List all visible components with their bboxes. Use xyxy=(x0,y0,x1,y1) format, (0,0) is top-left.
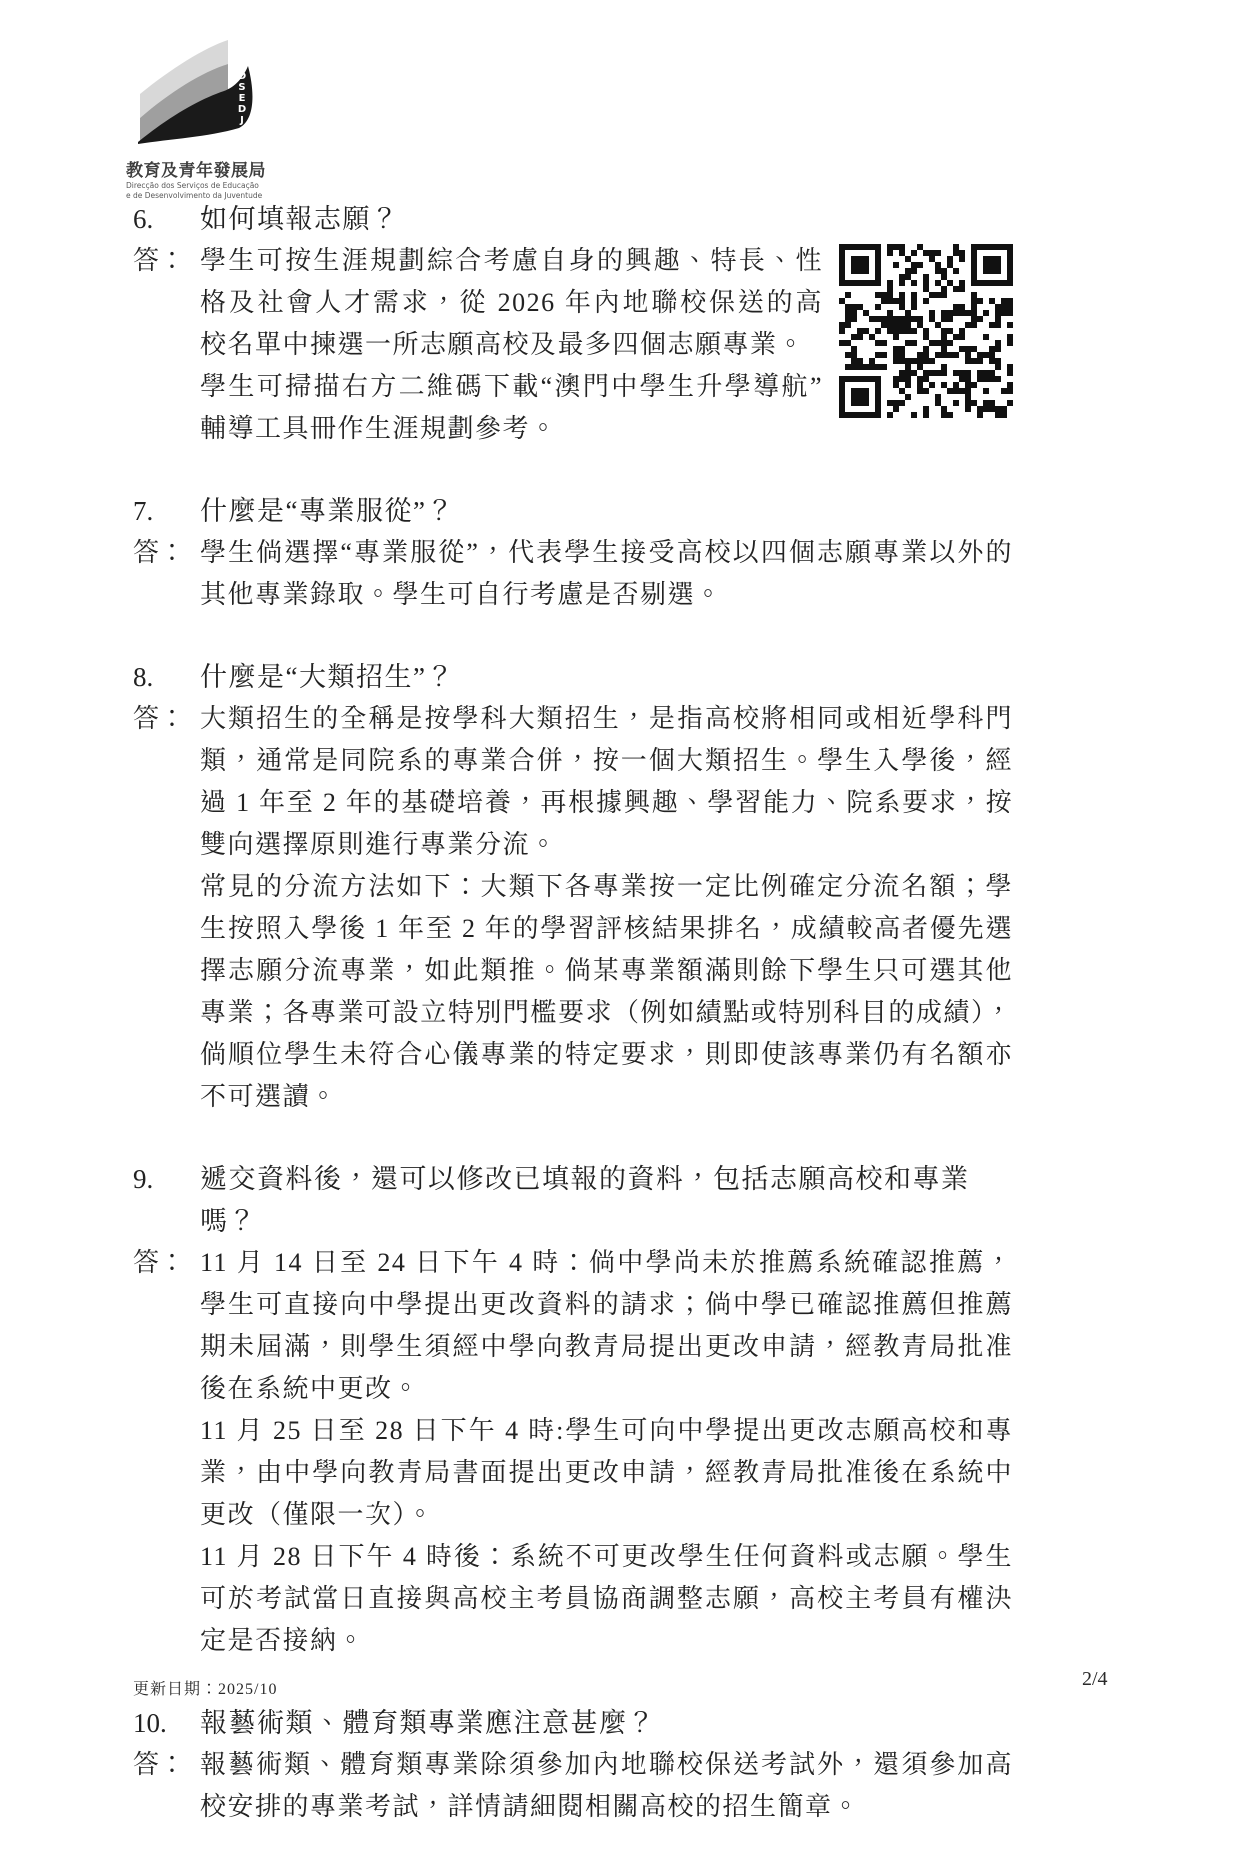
logo-name-zh: 教育及青年發展局 xyxy=(126,161,266,181)
answer-row xyxy=(133,698,1013,1118)
answer-body xyxy=(200,240,1013,450)
logo-name-pt-line1: Direcção dos Serviços de Educação xyxy=(126,181,259,190)
answer-label: 答： xyxy=(133,1750,186,1779)
qr-code xyxy=(839,244,1013,418)
question-text: 什麼是“專業服從”？ xyxy=(200,496,455,526)
logo-acronym-text: D S E D J xyxy=(237,71,247,126)
faq-item-10 xyxy=(133,1702,1013,1828)
answer-body xyxy=(200,532,1013,616)
dsedj-logo xyxy=(126,36,286,201)
question-text: 如何填報志願？ xyxy=(200,204,400,234)
question-number: 9. xyxy=(133,1164,154,1194)
answer-label: 答： xyxy=(133,704,186,733)
footer-update-date: 更新日期：2025/10 xyxy=(133,1681,278,1698)
answer-paragraph: 11 月 25 日至 28 日下午 4 時:學生可向中學提出更改志願高校和專業，由中學向教青局書面提出更改申請，經教青局批准後在系統中更改（僅限一次）。 xyxy=(200,1416,1013,1529)
answer-label: 答： xyxy=(133,1248,186,1277)
answer-paragraph: 學生可掃描右方二維碼下載“澳門中學生升學導航”輔導工具冊作生涯規劃參考。 xyxy=(200,372,823,443)
answer-paragraph: 11 月 28 日下午 4 時後：系統不可更改學生任何資料或志願。學生可於考試當日直接與高校主考員協商調整志願，高校主考員有權決定是否接納。 xyxy=(200,1542,1013,1655)
answer-row xyxy=(133,1744,1013,1828)
dsedj-logo-mark xyxy=(126,36,258,148)
answer-body xyxy=(200,698,1013,1118)
answer-row xyxy=(133,240,1013,450)
question-number: 7. xyxy=(133,496,154,526)
answer-body xyxy=(200,1744,1013,1828)
answer-label: 答： xyxy=(133,538,186,567)
answer-paragraph: 11 月 14 日至 24 日下午 4 時：倘中學尚未於推薦系統確認推薦，學生可直接向中學提出更改資料的請求；倘中學已確認推薦但推薦期未屆滿，則學生須經中學向教青局提出更改申請，經教青局批准後在系統中更改。 xyxy=(200,1248,1013,1403)
answer-paragraph: 學生可按生涯規劃綜合考慮自身的興趣、特長、性格及社會人才需求，從 2026 年內地聯校保送的高校名單中揀選一所志願高校及最多四個志願專業。 xyxy=(200,246,823,359)
faq-item-6 xyxy=(133,198,1013,450)
question-number: 10. xyxy=(133,1708,167,1738)
question-text: 遞交資料後，還可以修改已填報的資料，包括志願高校和專業嗎？ xyxy=(200,1164,970,1236)
answer-row xyxy=(133,1242,1013,1662)
answer-paragraph: 常見的分流方法如下：大類下各專業按一定比例確定分流名額；學生按照入學後 1 年至 2 年的學習評核結果排名，成績較高者優先選擇志願分流專業，如此類推。倘某專業額滿則餘下學生只可選其他專業；各專業可設立特別門檻要求（例如績點或特別科目的成績），倘順位學生未符合心儀專業的特定要求，則即使該專業仍有名額亦不可選讀。 xyxy=(200,872,1013,1111)
faq-item-8 xyxy=(133,656,1013,1118)
question-text: 什麼是“大類招生”？ xyxy=(200,662,455,692)
qr-code-image xyxy=(839,244,1013,418)
faq-item-9 xyxy=(133,1158,1013,1662)
question-row xyxy=(133,1702,1013,1744)
answer-row xyxy=(133,532,1013,616)
faq-content xyxy=(133,198,1013,1868)
answer-label: 答： xyxy=(133,246,186,275)
qr-modules xyxy=(839,244,1013,418)
logo-name-pt-line2: e de Desenvolvimento da Juventude xyxy=(126,190,263,200)
answer-body xyxy=(200,1242,1013,1662)
answer-paragraph: 大類招生的全稱是按學科大類招生，是指高校將相同或相近學科門類，通常是同院系的專業合併，按一個大類招生。學生入學後，經過 1 年至 2 年的基礎培養，再根據興趣、學習能力、院系要求，按雙向選擇原則進行專業分流。 xyxy=(200,704,1013,859)
question-number: 8. xyxy=(133,662,154,692)
question-row xyxy=(133,1158,1013,1242)
answer-paragraph: 學生倘選擇“專業服從”，代表學生接受高校以四個志願專業以外的其他專業錄取。學生可自行考慮是否剔選。 xyxy=(200,538,1013,609)
question-text: 報藝術類、體育類專業應注意甚麼？ xyxy=(200,1708,656,1738)
question-row xyxy=(133,490,1013,532)
faq-item-7 xyxy=(133,490,1013,616)
answer-paragraph: 報藝術類、體育類專業除須參加內地聯校保送考試外，還須參加高校安排的專業考試，詳情請細閱相關高校的招生簡章。 xyxy=(200,1750,1013,1821)
question-row xyxy=(133,656,1013,698)
question-row xyxy=(133,198,1013,240)
question-number: 6. xyxy=(133,204,154,234)
footer-page-number: 2/4 xyxy=(1082,1668,1108,1690)
